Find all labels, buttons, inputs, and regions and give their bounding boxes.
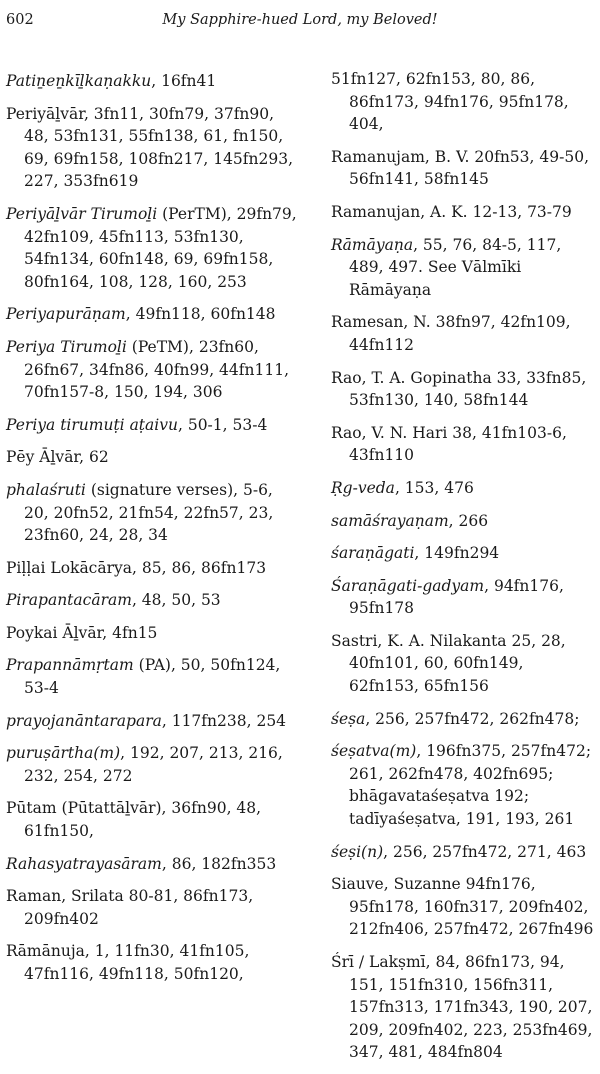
index-references: , 50-1, 53-4	[177, 415, 268, 434]
index-term: Pirapantacāram	[6, 591, 132, 610]
index-term: puruṣārtha(m)	[6, 744, 121, 763]
index-references: , 192, 207, 213, 216, 232, 254, 272	[24, 744, 283, 785]
index-term: Prapannāmṛtam	[6, 656, 134, 675]
index-references: , 49fn118, 60fn148	[125, 305, 276, 324]
index-term: śeṣa	[331, 709, 366, 728]
index-entry	[6, 203, 302, 293]
index-references: , 85, 86, 86fn173	[132, 558, 267, 577]
index-references: , 256, 257fn472, 262fn478;	[365, 709, 580, 728]
index-term: Rāmāyaṇa	[331, 235, 414, 254]
index-entry	[331, 146, 597, 191]
index-entry	[6, 853, 302, 876]
index-references: , 94fn176, 95fn178	[349, 576, 564, 618]
index-entry	[6, 742, 302, 787]
index-entry	[331, 422, 597, 467]
index-term: Piḷḷai Lokācārya	[6, 558, 133, 577]
index-entry	[331, 708, 597, 731]
index-references: (PerTM), 29fn79, 42fn109, 45fn113, 53fn130, 54fn134, 60fn148, 69, 69fn158, 80fn164, 108, 128, 160, 253	[24, 204, 297, 291]
index-term: Śaraṇāgati-gadyam	[331, 576, 485, 595]
index-references: , 153, 476	[394, 478, 474, 497]
index-term: Raman, Srilata	[6, 887, 124, 906]
index-term: Periya tirumuṭi aṭaivu	[6, 415, 178, 434]
index-entry	[6, 446, 302, 469]
index-term: Sastri, K. A. Nilakanta	[331, 631, 507, 650]
index-term: Patiṉeṉkīḻkaṇakku	[6, 72, 152, 90]
index-references: (PA), 50, 50fn124, 53-4	[24, 656, 281, 698]
index-term: Poykai Āḻvār	[6, 623, 103, 642]
index-references: , 55, 76, 84-5, 117, 489, 497. See Vālmīki Rāmāyaṇa	[349, 235, 562, 299]
index-entry	[6, 70, 302, 93]
index-entry	[6, 622, 302, 645]
index-references: , 4fn15	[102, 623, 158, 642]
index-references: , 266	[448, 511, 489, 530]
index-entry	[6, 797, 302, 842]
index-references: , 3fn11, 30fn79, 37fn90, 48, 53fn131, 55fn138, 61, fn150, 69, 69fn158, 108fn217, 145fn293, 227, 353fn619	[24, 104, 294, 191]
index-references: , 1, 11fn30, 41fn105, 47fn116, 49fn118, 50fn120,	[24, 942, 250, 983]
index-references: 12-13, 73-79	[467, 202, 572, 221]
index-references: , 196fn375, 257fn472; 261, 262fn478, 402fn695; bhāgavataśeṣatva 192; tadīyaśeṣatva, 191, 193, 261	[349, 742, 592, 829]
index-entry	[6, 557, 302, 580]
index-term: Ṛg-veda	[331, 478, 395, 497]
index-references: 80-81, 86fn173, 209fn402	[24, 887, 254, 928]
index-entry	[331, 951, 597, 1064]
index-references: 20fn53, 49-50, 56fn141, 58fn145	[349, 147, 589, 189]
index-term: Periya Tirumoḻi	[6, 337, 127, 356]
page-number: 602	[6, 12, 34, 28]
index-term: samāśrayaṇam	[331, 511, 449, 530]
index-term: Siauve, Suzanne	[331, 875, 461, 894]
index-references: , 16fn41	[151, 72, 217, 90]
index-term: Periyapurāṇam	[6, 305, 126, 324]
index-references: 25, 28, 40fn101, 60, 60fn149, 62fn153, 65fn156	[349, 631, 566, 696]
index-entry	[331, 841, 597, 864]
index-references: (PeTM), 23fn60, 26fn67, 34fn86, 40fn99, 44fn111, 70fn157-8, 150, 194, 306	[24, 337, 290, 402]
index-term: Ramesan, N.	[331, 313, 431, 332]
index-references: (signature verses), 5-6, 20, 20fn52, 21fn54, 22fn57, 23, 23fn60, 24, 28, 34	[24, 480, 274, 545]
index-references: 94fn176, 95fn178, 160fn317, 209fn402, 212fn406, 257fn472, 267fn496	[349, 875, 594, 939]
page-header	[0, 0, 600, 40]
index-references: , 117fn238, 254	[161, 711, 287, 730]
index-entry	[6, 103, 302, 193]
index-references: 33, 33fn85, 53fn130, 140, 58fn144	[349, 368, 587, 410]
index-term: phalaśruti	[6, 480, 86, 499]
index-entry	[6, 885, 302, 930]
index-references: 38fn97, 42fn109, 44fn112	[349, 313, 571, 354]
index-entry	[331, 510, 597, 533]
index-references: , 84, 86fn173, 94, 151, 151fn310, 156fn311, 157fn313, 171fn343, 190, 207, 209, 209fn402, 223, 253fn469, 347, 481, 484fn804	[349, 953, 593, 1062]
index-entry	[6, 336, 302, 404]
index-references: , 62	[79, 448, 109, 467]
index-term: Rahasyatrayasāram	[6, 854, 162, 873]
index-entry	[331, 740, 597, 830]
index-references: 51fn127, 62fn153, 80, 86, 86fn173, 94fn176, 95fn178, 404,	[331, 70, 569, 134]
index-entry	[331, 311, 597, 356]
running-title: My Sapphire-hued Lord, my Beloved!	[162, 12, 438, 28]
index-references: 38, 41fn103-6, 43fn110	[349, 423, 567, 465]
index-entry	[331, 234, 597, 302]
index-entry	[331, 542, 597, 565]
index-column-left	[6, 70, 302, 996]
index-entry	[6, 940, 302, 985]
index-term: Pūtam	[6, 799, 57, 818]
index-term: Rao, V. N. Hari	[331, 423, 448, 442]
index-references: , 256, 257fn472, 271, 463	[383, 842, 587, 861]
index-entry	[331, 367, 597, 412]
index-references: , 86, 182fn353	[161, 854, 277, 873]
index-term: śaraṇāgati	[331, 544, 415, 563]
index-entry	[6, 710, 302, 733]
index-term: Pēy Āḻvār	[6, 448, 80, 467]
index-references: , 48, 50, 53	[131, 591, 221, 610]
index-term: Periyāḻvār	[6, 104, 84, 123]
index-entry	[331, 68, 597, 136]
index-entry	[331, 201, 597, 224]
index-entry	[6, 654, 302, 699]
index-term: prayojanāntarapara	[6, 711, 162, 730]
index-term: śeṣatva(m)	[331, 742, 417, 761]
index-entry	[331, 477, 597, 500]
index-references: , 149fn294	[414, 544, 500, 563]
index-entry	[331, 873, 597, 941]
index-term: Ramanujam, B. V.	[331, 147, 470, 166]
index-term: Rao, T. A. Gopinatha	[331, 368, 492, 387]
index-references: (Pūtattāḻvār), 36fn90, 48, 61fn150,	[24, 799, 262, 841]
index-entry	[6, 479, 302, 547]
index-column-right	[331, 70, 597, 1074]
index-entry	[6, 303, 302, 326]
index-term: śeṣi(n)	[331, 842, 384, 861]
index-term: Ramanujan, A. K.	[331, 202, 468, 221]
index-entry	[6, 589, 302, 612]
index-term: Rāmānuja	[6, 942, 85, 961]
index-term: Śrī / Lakṣmī	[331, 953, 426, 971]
index-entry	[331, 575, 597, 620]
index-term: Periyāḻvār Tirumoḻi	[6, 204, 158, 223]
index-entry	[331, 630, 597, 698]
index-entry	[6, 414, 302, 437]
